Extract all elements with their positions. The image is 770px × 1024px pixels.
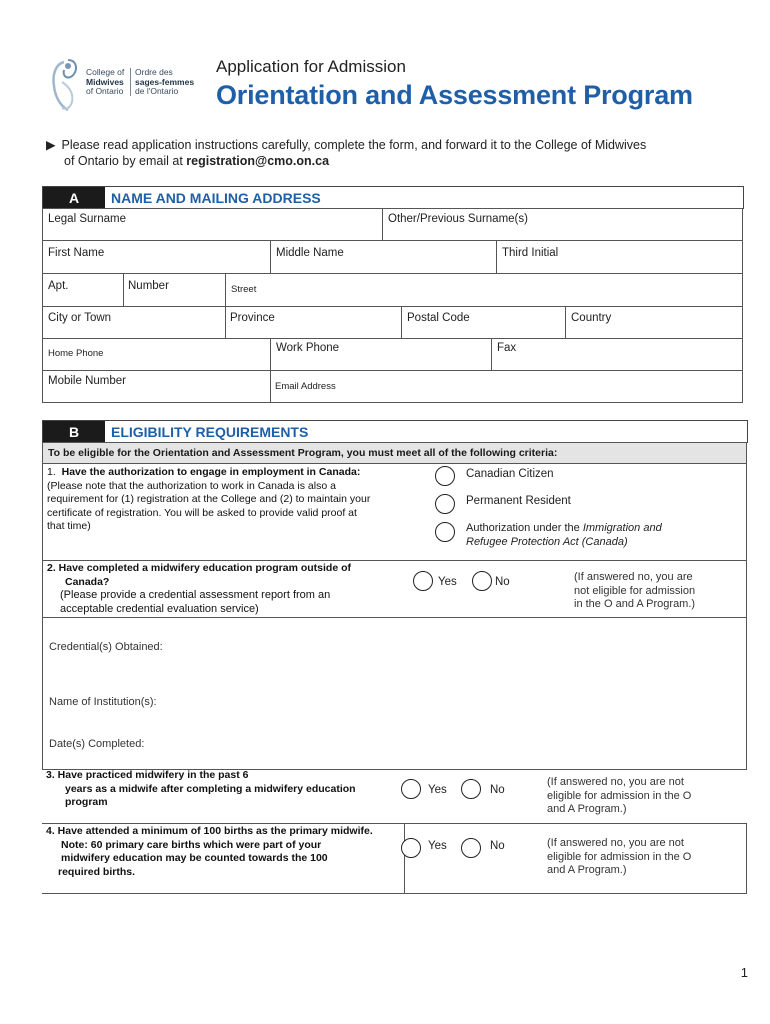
credentials-obtained-input[interactable]: [170, 641, 730, 657]
number-label: Number: [128, 280, 169, 292]
province-label: Province: [230, 312, 275, 324]
street-field[interactable]: [225, 273, 743, 307]
first-name-label: First Name: [48, 247, 105, 259]
work-phone-label: Work Phone: [276, 342, 340, 354]
section-a-title: NAME AND MAILING ADDRESS: [111, 190, 321, 206]
permanent-resident-label: Permanent Resident: [466, 495, 571, 507]
q4-note: (If answered no, you are not eligible for admission in the O and A Program.): [547, 837, 692, 876]
number-field[interactable]: [123, 273, 226, 307]
logo-en-line1: College of: [86, 67, 125, 77]
section-a-header: [42, 186, 744, 209]
section-b-letter: B: [43, 421, 105, 443]
cmo-logo: [48, 56, 198, 116]
apt-label: Apt.: [48, 280, 69, 292]
instructions-line2: of Ontario by email at: [64, 154, 187, 168]
email-address-field[interactable]: [270, 370, 743, 403]
middle-name-field[interactable]: [270, 240, 497, 274]
city-field[interactable]: [42, 306, 226, 339]
fax-label: Fax: [497, 342, 517, 354]
other-surname-field[interactable]: [382, 208, 743, 241]
eligibility-intro: To be eligible for the Orientation and Assessment Program, you must meet all of the following criteria:: [48, 447, 558, 459]
province-field[interactable]: [225, 306, 402, 339]
dates-completed-input[interactable]: [160, 738, 730, 754]
work-authorization-label: Authorization under the Immigration and Refugee Protection Act (Canada): [466, 522, 662, 548]
institution-name-label: Name of Institution(s):: [49, 696, 157, 708]
mobile-number-label: Mobile Number: [48, 375, 126, 387]
q2-no-label: No: [495, 576, 510, 588]
other-surname-label: Other/Previous Surname(s): [388, 213, 528, 225]
q3-note: (If answered no, you are not eligible for admission in the O and A Program.): [547, 776, 692, 815]
q3-yes-radio[interactable]: [401, 779, 421, 799]
middle-name-label: Middle Name: [276, 247, 344, 259]
logo-fr-line1: Ordre des: [135, 67, 173, 77]
question-1-text: 1. Have the authorization to engage in employment in Canada: (Please note that the authorization to work in Canada is also a requirement for (1) registration at the College and (2) to maintain your certificate of registration. You will be asked to provide valid proof at that time): [47, 466, 371, 532]
page-title: Orientation and Assessment Program: [216, 80, 693, 110]
q2-note: (If answered no, you are not eligible for admission in the O and A Program.): [574, 571, 696, 610]
form-subtitle: Application for Admission: [216, 57, 406, 76]
page-number: 1: [740, 965, 748, 980]
work-phone-field[interactable]: [270, 338, 492, 371]
logo-en-line3: of Ontario: [86, 86, 124, 96]
canadian-citizen-label: Canadian Citizen: [466, 468, 554, 480]
q2-no-radio[interactable]: [472, 571, 492, 591]
institution-name-input[interactable]: [170, 696, 730, 712]
email-address-label: Email Address: [275, 381, 336, 392]
eligibility-intro-bar: [42, 442, 747, 464]
credentials-obtained-label: Credential(s) Obtained:: [49, 641, 163, 653]
canadian-citizen-radio[interactable]: [435, 466, 455, 486]
home-phone-label: Home Phone: [48, 348, 104, 359]
third-initial-label: Third Initial: [502, 247, 559, 259]
permanent-resident-radio[interactable]: [435, 494, 455, 514]
fax-field[interactable]: [491, 338, 743, 371]
logo-divider: [130, 68, 131, 96]
question-4-text: 4. Have attended a minimum of 100 births as the primary midwife. Note: 60 primary care births which were part of your midwifery education may be counted towards the 100 required births.: [46, 825, 373, 878]
first-name-field[interactable]: [42, 240, 271, 274]
question-2-text: 2. Have completed a midwifery education program outside of Canada? (Please provide a credential assessment report from an acceptable credential evaluation service): [47, 562, 351, 615]
country-field[interactable]: [565, 306, 743, 339]
question-3-text: 3. Have practiced midwifery in the past 6 years as a midwife after completing a midwifery education program: [46, 769, 356, 808]
instructions-line1: Please read application instructions carefully, complete the form, and forward it to the College of Midwives: [61, 138, 647, 152]
dates-completed-label: Date(s) Completed:: [49, 738, 145, 750]
q4-yes-label: Yes: [428, 840, 447, 852]
q3-yes-label: Yes: [428, 784, 447, 796]
street-label: Street: [231, 284, 257, 295]
q2-yes-label: Yes: [438, 576, 457, 588]
apt-field[interactable]: [42, 273, 124, 307]
third-initial-field[interactable]: [496, 240, 743, 274]
city-label: City or Town: [48, 312, 112, 324]
q4-yes-radio[interactable]: [401, 838, 421, 858]
section-a-letter: A: [43, 187, 105, 209]
logo-fr-line3: de l'Ontario: [135, 86, 179, 96]
instructions: [46, 137, 686, 169]
legal-surname-label: Legal Surname: [48, 213, 126, 225]
work-authorization-radio[interactable]: [435, 522, 455, 542]
arrow-right-icon: ▶: [46, 138, 56, 152]
q3-no-label: No: [490, 784, 505, 796]
home-phone-field[interactable]: [42, 338, 271, 371]
midwife-silhouette-icon: [48, 56, 84, 114]
q3-no-radio[interactable]: [461, 779, 481, 799]
section-b-header: [42, 420, 748, 443]
q4-no-radio[interactable]: [461, 838, 481, 858]
contact-email[interactable]: registration@cmo.on.ca: [186, 154, 330, 168]
legal-surname-field[interactable]: [42, 208, 383, 241]
q4-no-label: No: [490, 840, 505, 852]
section-b-title: ELIGIBILITY REQUIREMENTS: [111, 424, 309, 440]
country-label: Country: [571, 312, 612, 324]
logo-en-line2: Midwives: [86, 76, 124, 87]
postal-code-field[interactable]: [401, 306, 566, 339]
q2-yes-radio[interactable]: [413, 571, 433, 591]
mobile-number-field[interactable]: [42, 370, 271, 403]
logo-fr-line2: sages-femmes: [135, 76, 195, 87]
postal-code-label: Postal Code: [407, 312, 470, 324]
